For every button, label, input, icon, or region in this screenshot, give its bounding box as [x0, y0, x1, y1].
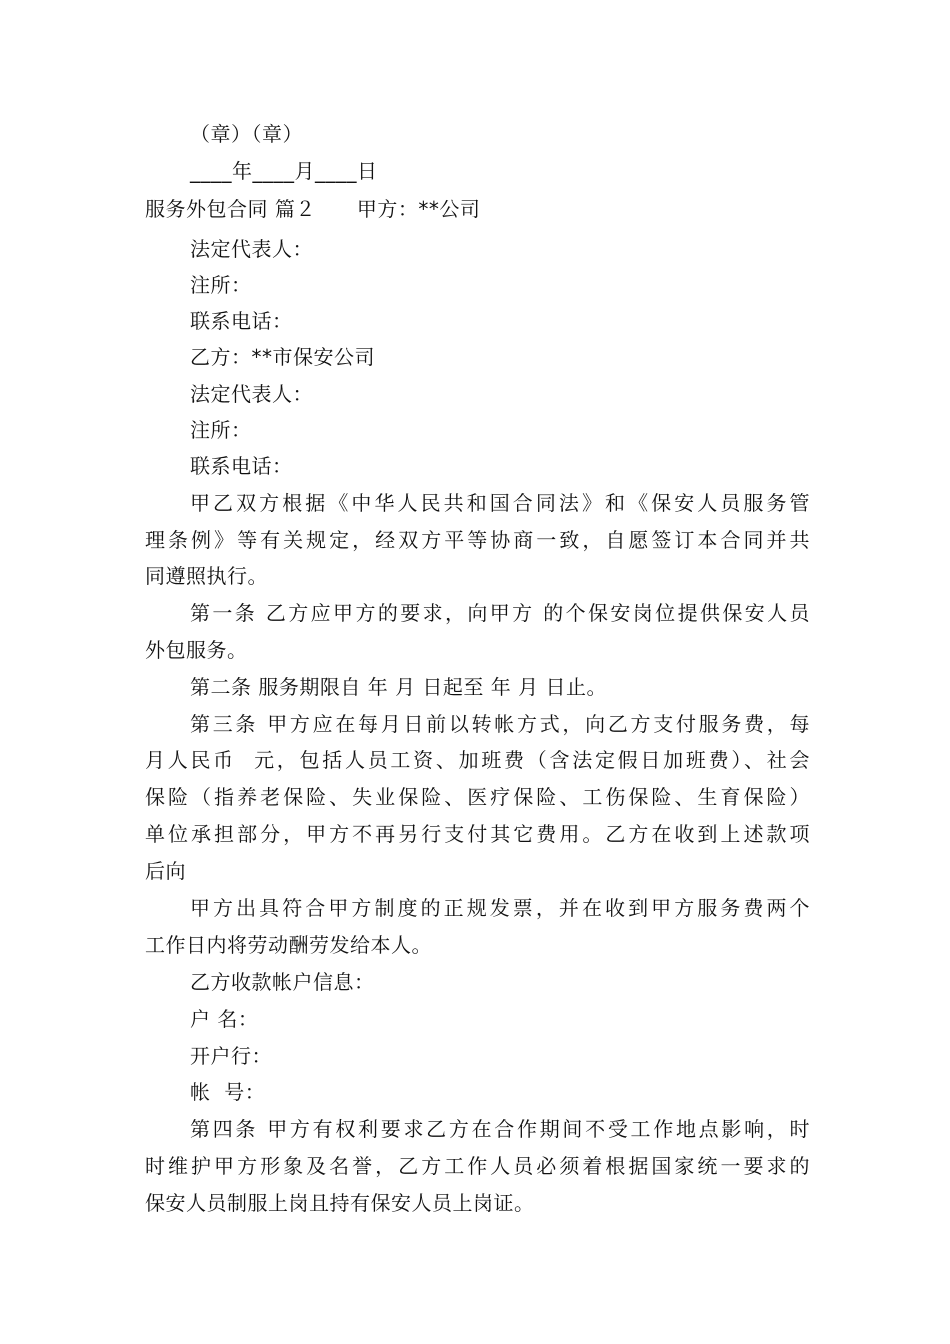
article-4-line-2: 时维护甲方形象及名誉，乙方工作人员必须着根据国家统一要求的	[145, 1154, 810, 1178]
party-a-address: 注所：	[190, 273, 252, 297]
date-line: ____年____月____日	[190, 159, 378, 183]
preamble-line-3: 同遵照执行。	[145, 564, 268, 588]
party-b-phone: 联系电话：	[190, 454, 293, 478]
party-a-representative: 法定代表人：	[190, 237, 313, 261]
article-3-line-4: 单位承担部分，甲方不再另行支付其它费用。乙方在收到上述款项	[145, 822, 810, 846]
invoice-line-2: 工作日内将劳动酬劳发给本人。	[145, 933, 432, 957]
article-3-line-1: 第三条 甲方应在每月日前以转帐方式，向乙方支付服务费，每	[190, 712, 810, 736]
preamble-line-1: 甲乙双方根据《中华人民共和国合同法》和《保安人员服务管	[190, 491, 810, 515]
article-1-line-2: 外包服务。	[145, 638, 248, 662]
article-1-line-1: 第一条 乙方应甲方的要求，向甲方 的个保安岗位提供保安人员	[190, 601, 810, 625]
article-4-line-1: 第四条 甲方有权利要求乙方在合作期间不受工作地点影响，时	[190, 1117, 810, 1141]
article-4-line-3: 保安人员制服上岗且持有保安人员上岗证。	[145, 1191, 535, 1215]
article-3-line-3: 保险（指养老保险、失业保险、医疗保险、工伤保险、生育保险）	[145, 785, 810, 809]
article-3-line-5: 后向	[145, 859, 186, 883]
account-name: 户 名：	[190, 1007, 259, 1031]
seal-line: （章）（章）	[190, 122, 303, 146]
article-3-line-2: 月人民币 元，包括人员工资、加班费（含法定假日加班费）、社会	[145, 748, 810, 772]
account-info-heading: 乙方收款帐户信息：	[190, 970, 375, 994]
invoice-line-1: 甲方出具符合甲方制度的正规发票，并在收到甲方服务费两个	[190, 896, 810, 920]
contract-title-party-a: 服务外包合同 篇２ 甲方：**公司	[145, 197, 481, 221]
party-b-representative: 法定代表人：	[190, 382, 313, 406]
party-b-name: 乙方：**市保安公司	[190, 345, 375, 369]
party-a-phone: 联系电话：	[190, 309, 293, 333]
account-number: 帐 号：	[190, 1080, 266, 1104]
party-b-address: 注所：	[190, 418, 252, 442]
preamble-line-2: 理条例》等有关规定，经双方平等协商一致，自愿签订本合同并共	[145, 528, 810, 552]
article-2: 第二条 服务期限自 年 月 日起至 年 月 日止。	[190, 675, 608, 699]
account-bank: 开户行：	[190, 1044, 272, 1068]
